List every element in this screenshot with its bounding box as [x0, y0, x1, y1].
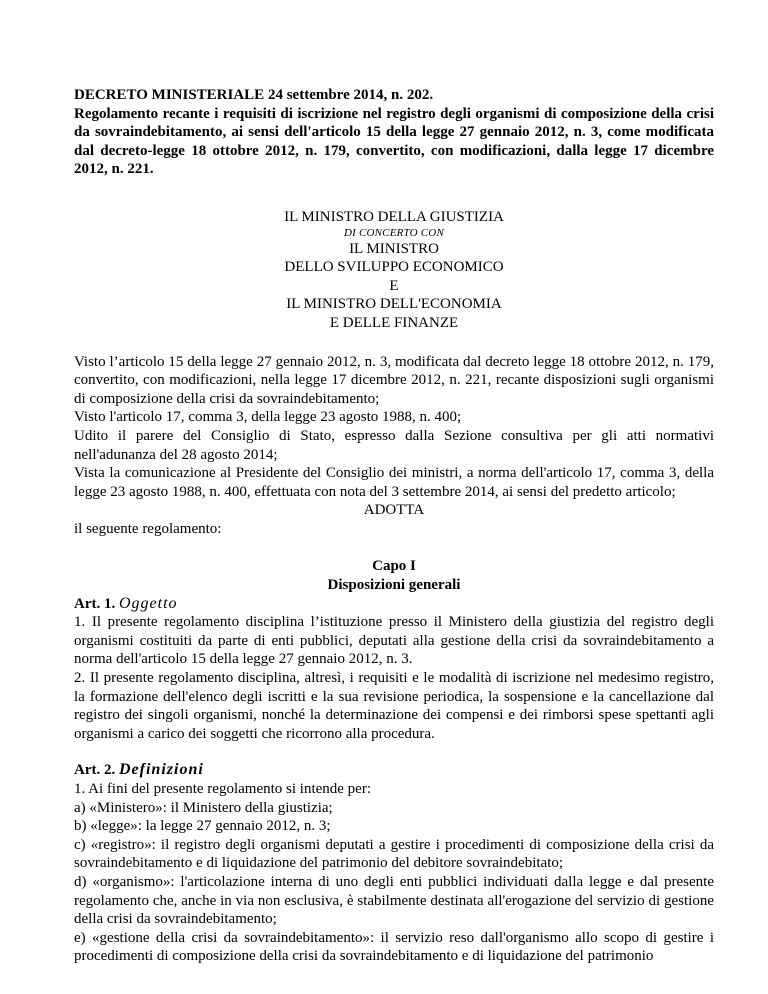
minister-line-2: IL MINISTRO: [349, 240, 439, 257]
minister-line-5: IL MINISTRO DELL'ECONOMIA: [286, 296, 502, 313]
article-paragraph: b) «legge»: la legge 27 gennaio 2012, n. 3;: [74, 818, 331, 835]
article-2: [74, 761, 714, 966]
decree-label: DECRETO MINISTERIALE: [74, 87, 265, 103]
premise-paragraph: Visto l’articolo 15 della legge 27 gennaio 2012, n. 3, modificata dal decreto legge 18 ottobre 2012, n. 179, convertito, con modificazioni, nella legge 17 dicembre 2012, n. 221, recante disposizioni sugli organismi di composizione della crisi da sovraindebitamento;: [74, 353, 714, 407]
article-paragraph: a) «Ministero»: il Ministero della giustizia;: [74, 799, 333, 816]
concerto-line: DI CONCERTO CON: [344, 226, 444, 239]
chapter-heading: [74, 557, 714, 594]
minister-line-6: E DELLE FINANZE: [329, 314, 459, 331]
article-paragraph: 1. Il presente regolamento disciplina l’istituzione presso il Ministero della giustizia del registro degli organismi costituiti da parte di enti pubblici, deputati alla gestione della crisi da sovraindebitamento a norma dell'articolo 15 della legge 27 gennaio 2012, n. 3.: [74, 614, 714, 668]
premises-block: [74, 353, 714, 502]
premise-paragraph: Visto l'articolo 17, comma 3, della legge 23 agosto 1988, n. 400;: [74, 409, 462, 426]
article-1-label: Art. 1.: [74, 595, 116, 612]
article-paragraph: e) «gestione della crisi da sovraindebitamento»: il servizio reso dall'organismo allo scopo di gestire i procedimenti di composizione della crisi da sovraindebitamento e di liquidazione del patrimonio: [74, 929, 714, 965]
minister-line-3: DELLO SVILUPPO ECONOMICO: [284, 259, 504, 276]
decree-date: 24 settembre 2014, n. 202.: [267, 87, 434, 103]
article-2-subtitle: Definizioni: [119, 761, 204, 779]
chapter-title: Disposizioni generali: [327, 577, 461, 594]
premise-paragraph: Udito il parere del Consiglio di Stato, espresso dalla Sezione consultiva per gli atti normativi nell'adunanza del 28 agosto 2014;: [74, 427, 714, 463]
title-block: [74, 86, 714, 179]
document-page: [74, 86, 714, 966]
regulation-title: Regolamento recante i requisiti di iscrizione nel registro degli organismi di composizione della crisi da sovraindebitamento, ai sensi dell'articolo 15 della legge 27 gennaio 2012, n. 3, come modificata dal decreto-legge 18 ottobre 2012, n. 179, convertito, con modificazioni, dalla legge 17 dicembre 2012, n. 221.: [74, 105, 714, 178]
article-1-heading: [74, 595, 714, 614]
adotta-heading: ADOTTA: [363, 502, 425, 519]
article-paragraph: d) «organismo»: l'articolazione interna di uno degli enti pubblici individuati dalla legge e dal presente regolamento che, anche in via non esclusiva, è stabilmente destinata all'erogazione del servizio di gestione della crisi da sovraindebitamento;: [74, 873, 714, 928]
article-1: [74, 595, 714, 744]
premise-paragraph: Vista la comunicazione al Presidente del Consiglio dei ministri, a norma dell'articolo 17, comma 3, della legge 23 agosto 1988, n. 400, effettuata con nota del 3 settembre 2014, ai sensi del predetto articolo;: [74, 465, 714, 500]
article-paragraph: 1. Ai fini del presente regolamento si intende per:: [74, 781, 371, 797]
ministers-block: [74, 208, 714, 333]
seguente-text: il seguente regolamento:: [74, 520, 222, 537]
article-2-heading: [74, 761, 714, 780]
article-paragraph: c) «registro»: il registro degli organismi deputati a gestire i procedimenti di composizione della crisi da sovraindebitamento e di liquidazione del patrimonio del debitore sovraindebitato;: [74, 836, 714, 872]
chapter-number: Capo I: [372, 558, 416, 575]
article-2-label: Art. 2.: [74, 762, 116, 779]
article-1-subtitle: Oggetto: [119, 594, 178, 612]
minister-line-4: E: [389, 277, 399, 294]
article-paragraph: 2. Il presente regolamento disciplina, altresì, i requisiti e le modalità di iscrizione nel medesimo registro, la formazione dell'elenco degli iscritti e la sua revisione periodica, la sospensione e la cancellazione dal registro dei singoli organismi, nonché la determinazione dei compensi e dei rimborsi spese spettanti agli organismi a carico dei soggetti che ricorrono alla procedura.: [74, 670, 714, 742]
decree-heading: [74, 86, 714, 105]
minister-line-1: IL MINISTRO DELLA GIUSTIZIA: [284, 208, 504, 225]
